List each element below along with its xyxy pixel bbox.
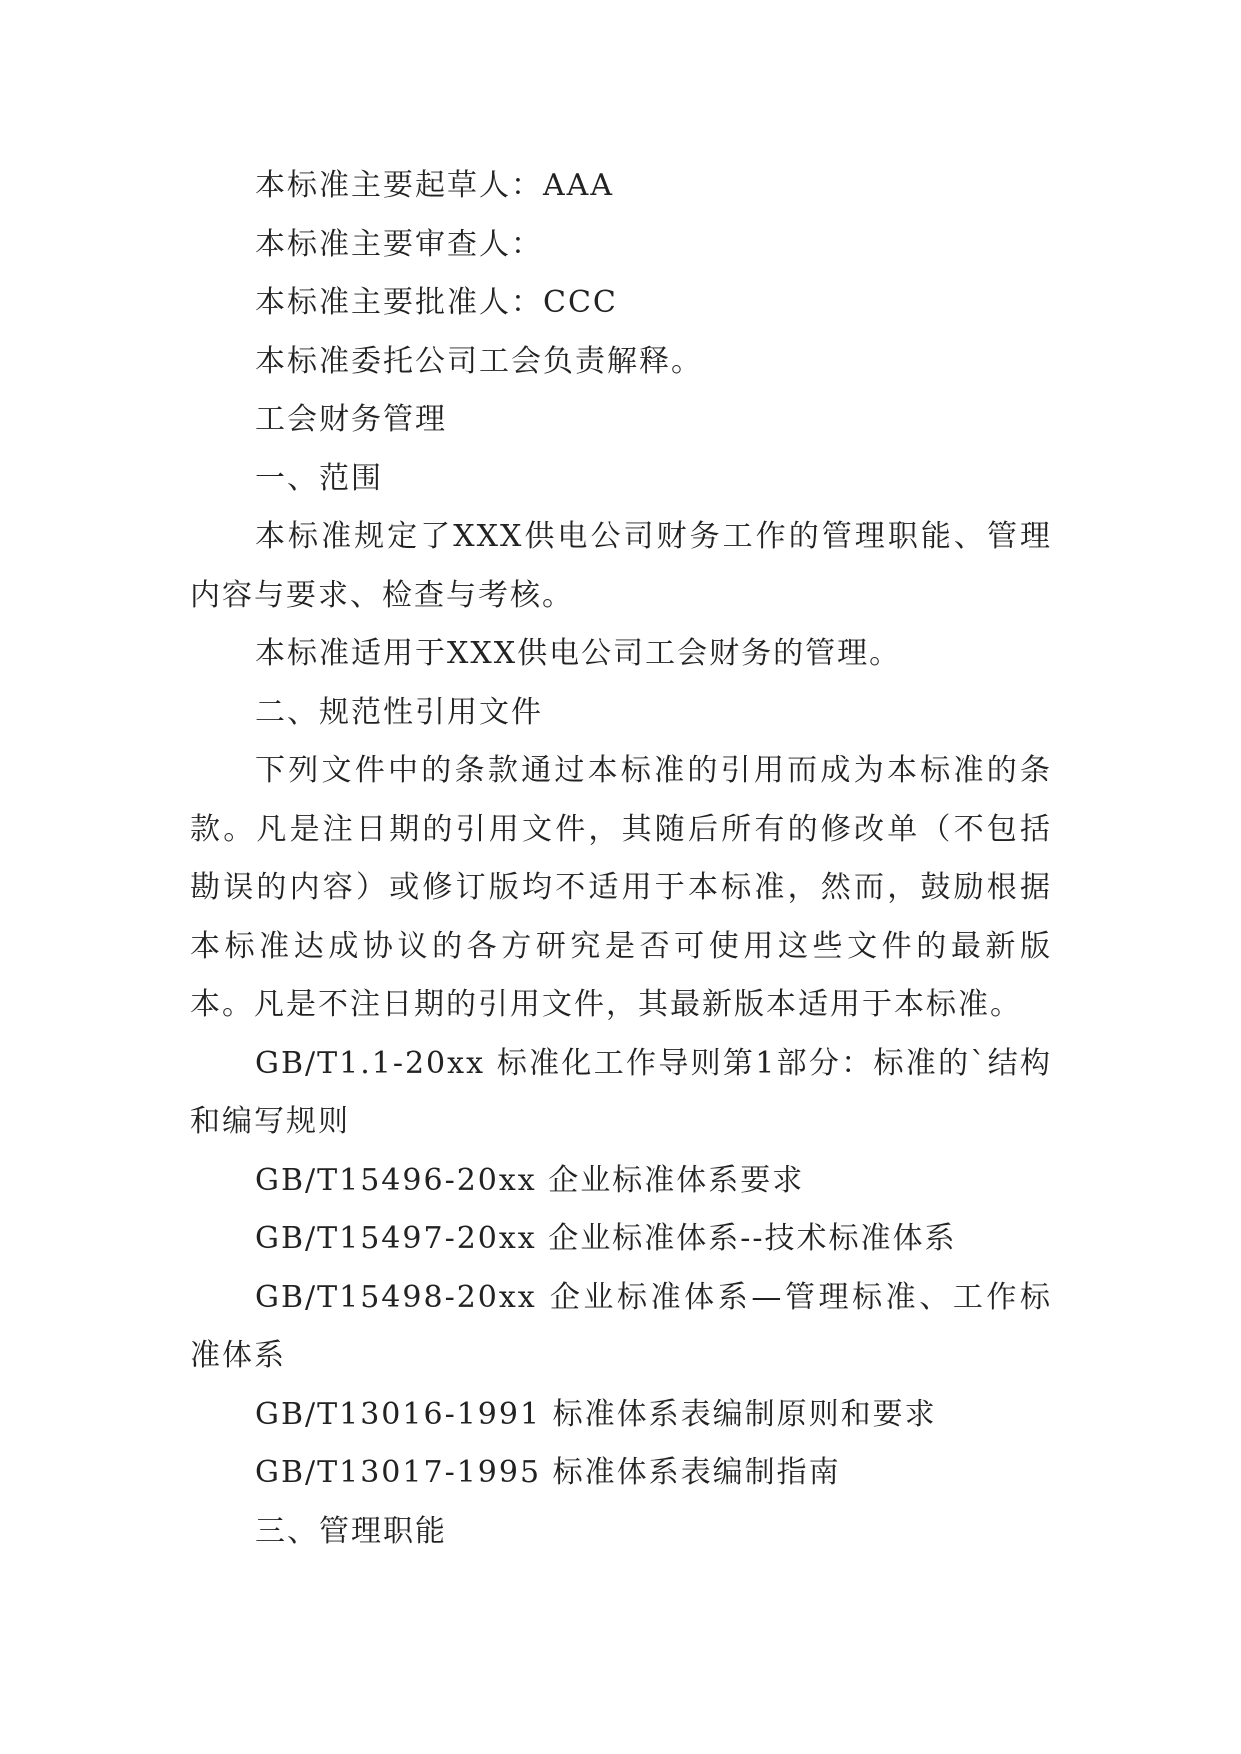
reference-item: GB/T15497-20xx 企业标准体系--技术标准体系 xyxy=(255,1221,957,1256)
reviewer-line: 本标准主要审查人： xyxy=(255,226,543,262)
interpretation-line: 本标准委托公司工会负责解释。 xyxy=(255,343,703,379)
reference-item: GB/T1.1-20xx 标准化工作导则第1部分：标准的`结构和编写规则 xyxy=(190,1045,1052,1139)
reference-item: GB/T13017-1995 标准体系表编制指南 xyxy=(255,1455,841,1490)
section-heading-functions: 三、管理职能 xyxy=(255,1513,447,1549)
reference-item: GB/T15496-20xx 企业标准体系要求 xyxy=(255,1162,805,1198)
scope-paragraph-2: 本标准适用于XXX供电公司工会财务的管理。 xyxy=(255,636,902,671)
scope-paragraph-1: 本标准规定了XXX供电公司财务工作的管理职能、管理内容与要求、检查与考核。 xyxy=(190,519,1052,613)
section-heading-scope: 一、范围 xyxy=(255,460,383,496)
document-body xyxy=(190,157,1052,1561)
reference-item: GB/T13016-1991 标准体系表编制原则和要求 xyxy=(255,1396,937,1432)
approver-line: 本标准主要批准人：CCC xyxy=(255,285,618,320)
references-paragraph: 下列文件中的条款通过本标准的引用而成为本标准的条款。凡是注日期的引用文件，其随后所有的修改单（不包括勘误的内容）或修订版均不适用于本标准，然而，鼓励根据本标准达成协议的各方研究是否可使用这些文件的最新版本。凡是不注日期的引用文件，其最新版本适用于本标准。 xyxy=(190,753,1052,1022)
drafter-line: 本标准主要起草人：AAA xyxy=(255,168,614,203)
section-heading-references: 二、规范性引用文件 xyxy=(255,694,543,730)
document-title: 工会财务管理 xyxy=(255,402,447,437)
reference-item: GB/T15498-20xx 企业标准体系—管理标准、工作标准体系 xyxy=(190,1279,1052,1373)
